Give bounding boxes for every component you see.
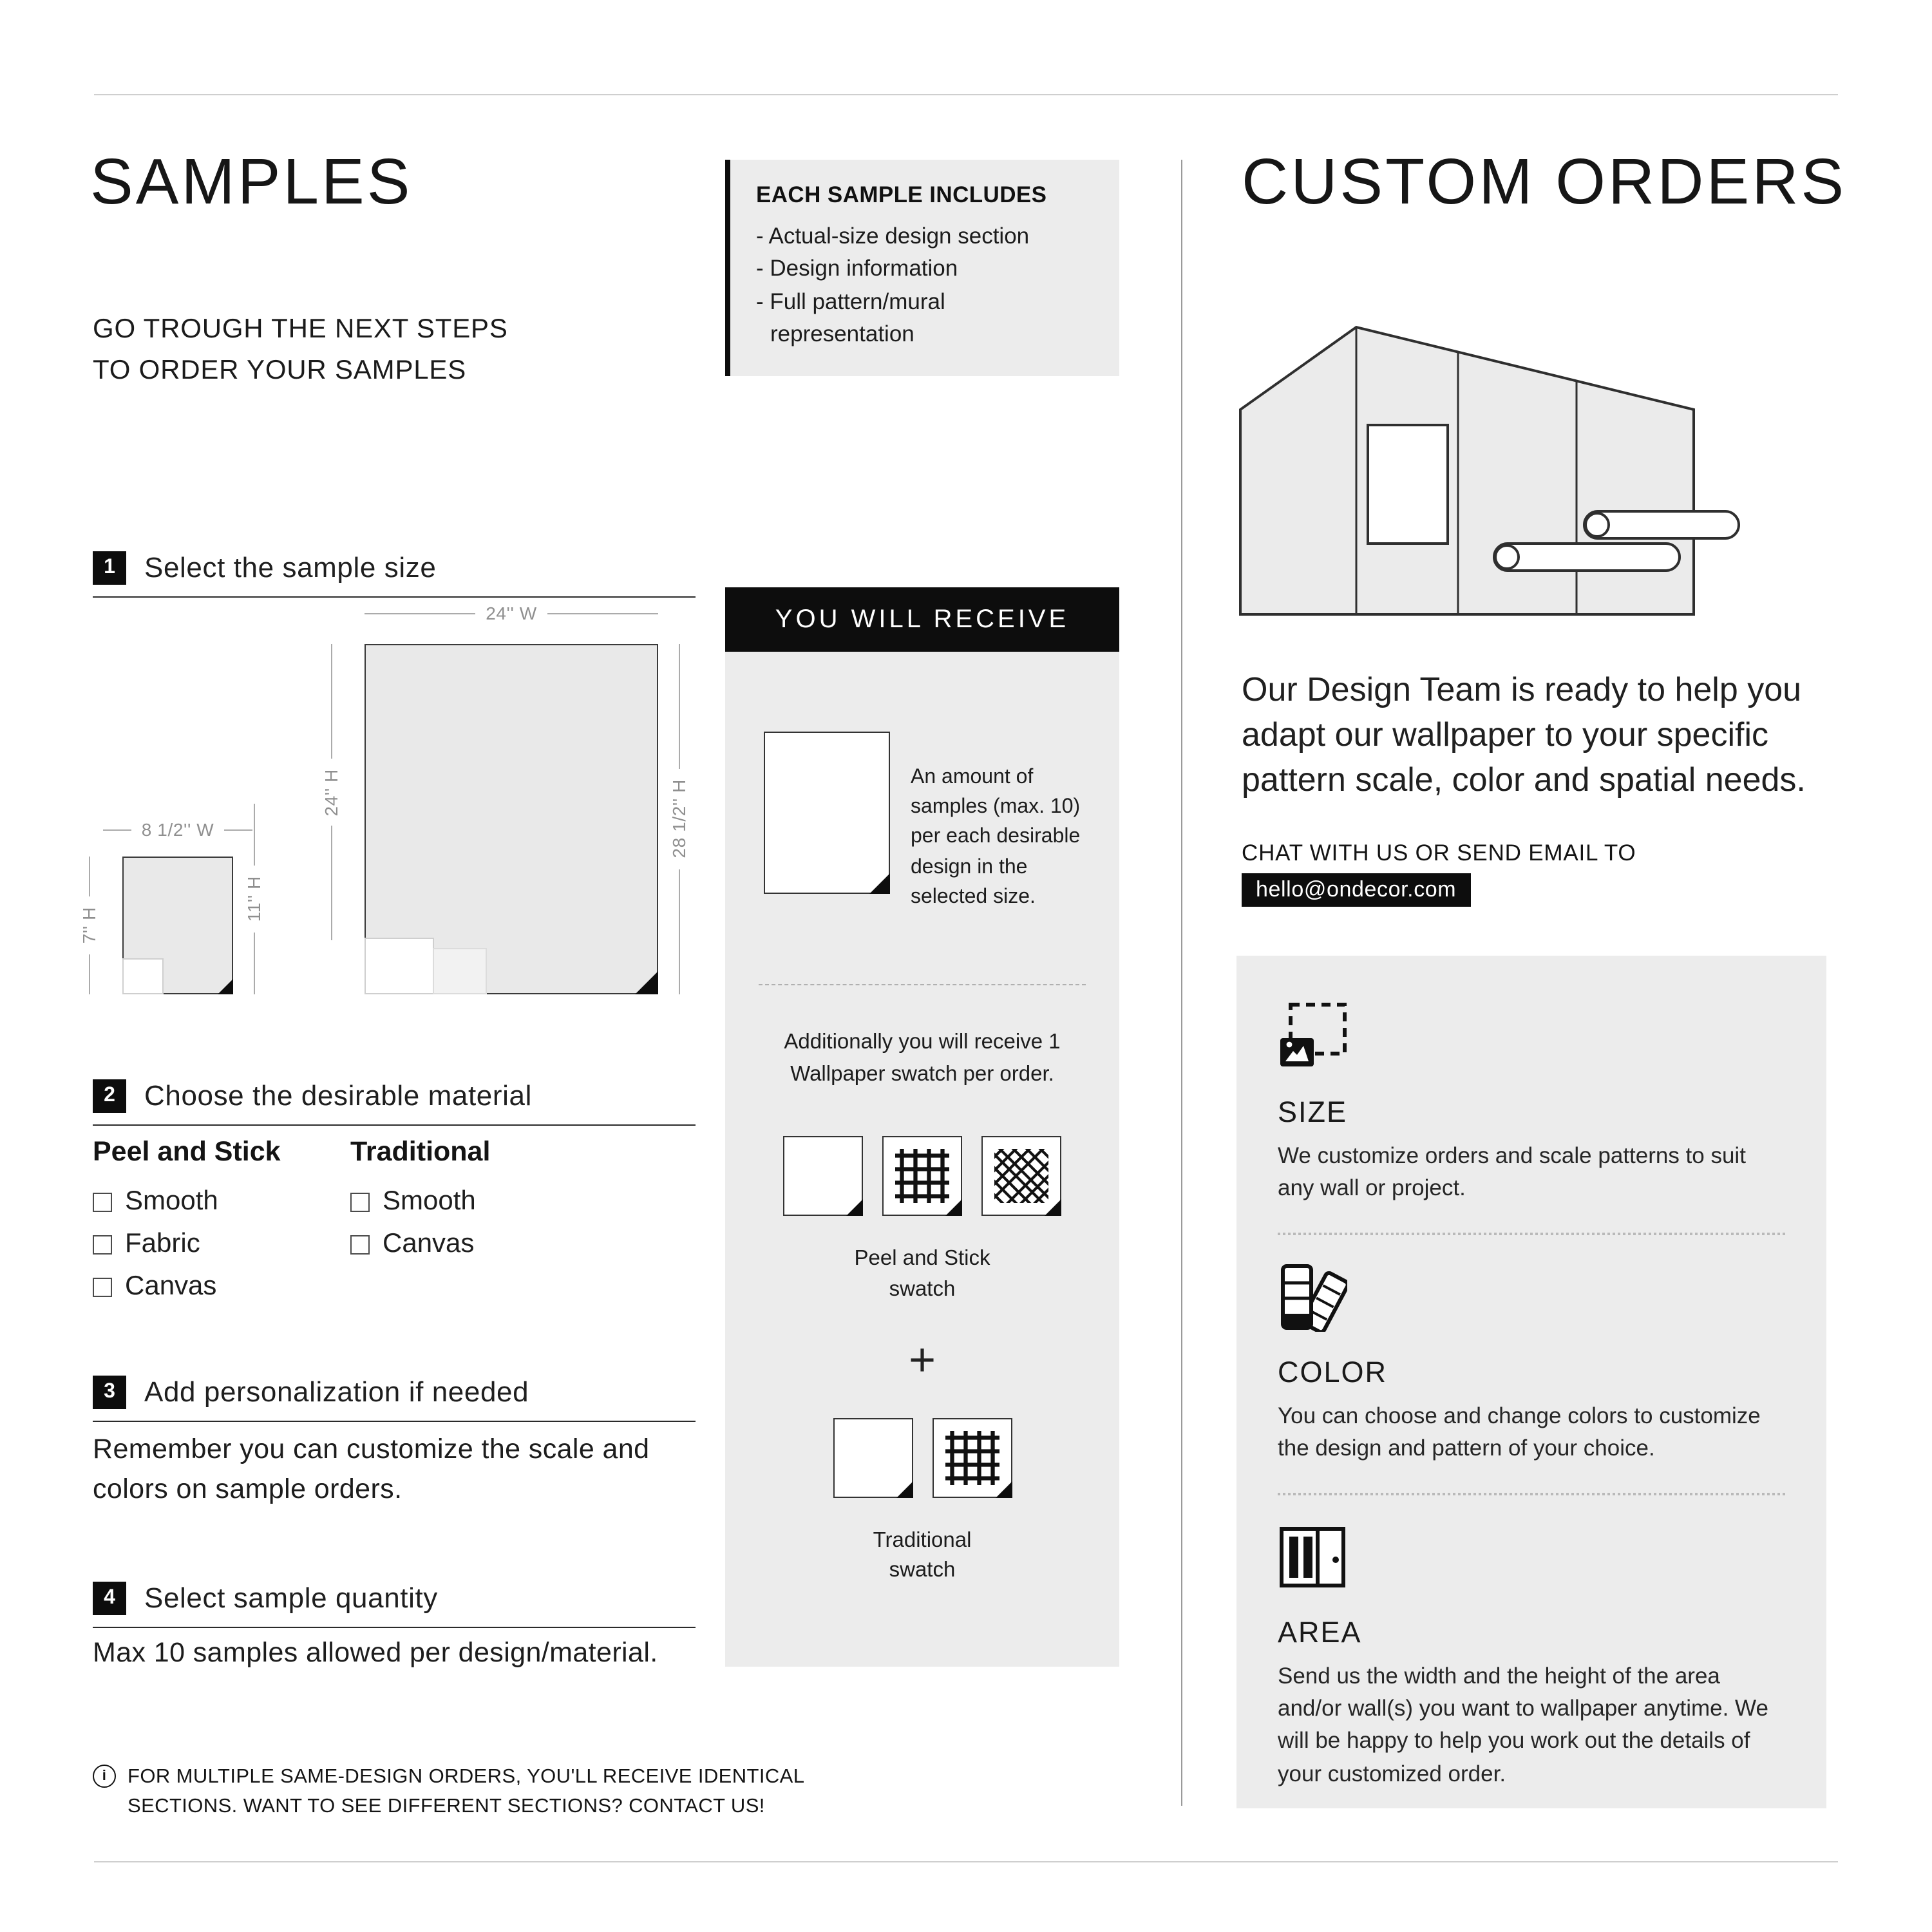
samples-intro-line-2: TO ORDER YOUR SAMPLES (93, 355, 467, 384)
step-4-text: Max 10 samples allowed per design/material. (93, 1637, 658, 1668)
option-label: Smooth (383, 1186, 476, 1216)
checkbox-icon (350, 1192, 370, 1211)
grid-swatch-icon (932, 1417, 1012, 1497)
includes-item: - Actual-size design section (756, 220, 1094, 253)
small-sample-height-left-dim: 7'' H (75, 857, 103, 994)
samples-intro-line-1: GO TROUGH THE NEXT STEPS (93, 314, 508, 344)
step-3-header (93, 1376, 696, 1422)
step-4-number: 4 (93, 1582, 126, 1615)
color-icon (1278, 1262, 1347, 1332)
chat-label: CHAT WITH US OR SEND EMAIL TO (1242, 840, 1636, 866)
traditional-swatch-label: Traditional swatch (873, 1528, 972, 1582)
info-icon: i (93, 1765, 116, 1788)
receive-sample-text: An amount of samples (max. 10) per each desirable design in the selected size. (911, 766, 1081, 908)
step-4-header (93, 1582, 696, 1628)
dashed-divider (759, 984, 1086, 985)
step-2-label: Choose the desirable material (144, 1079, 532, 1112)
receive-title: YOU WILL RECEIVE (725, 587, 1119, 652)
large-sample-height-right-dim: 28 1/2'' H (665, 644, 693, 994)
house-illustration-icon (1239, 325, 1744, 630)
custom-intro-text: Our Design Team is ready to help you adapt our wallpaper to your specific pattern scale, color and spatial needs. (1242, 670, 1806, 799)
material-peel-and-stick (93, 1136, 281, 1314)
blank-swatch-icon (783, 1137, 863, 1217)
step-3-label: Add personalization if needed (144, 1376, 529, 1408)
step-2-header (93, 1079, 696, 1126)
feature-color-text: You can choose and change colors to customize the design and pattern of your choice. (1278, 1402, 1761, 1461)
area-icon (1278, 1522, 1347, 1591)
step-3-number: 3 (93, 1376, 126, 1409)
dotted-divider (1278, 1233, 1785, 1235)
custom-features-box (1236, 956, 1826, 1808)
crosshatch-swatch-icon (981, 1137, 1061, 1217)
checkbox-icon (93, 1235, 112, 1254)
material-traditional-title: Traditional (350, 1136, 491, 1167)
folded-corner-icon (869, 873, 890, 894)
small-sample-swatch-area (122, 958, 164, 994)
step-2-number: 2 (93, 1079, 126, 1113)
step-1-label: Select the sample size (144, 551, 437, 583)
large-sample-swatch-area (365, 938, 434, 994)
option-label: Fabric (125, 1229, 200, 1258)
step-4-label: Select sample quantity (144, 1582, 438, 1614)
feature-size-title: SIZE (1278, 1096, 1348, 1128)
dotted-divider (1278, 1492, 1785, 1495)
includes-item: - Design information (756, 253, 1094, 286)
traditional-swatch-icons (725, 1417, 1119, 1497)
footnote-text: FOR MULTIPLE SAME-DESIGN ORDERS, YOU'LL RECEIVE IDENTICAL SECTIONS. WANT TO SEE DIFFERENT SECTIONS? CONTACT US! (128, 1766, 804, 1818)
includes-title: EACH SAMPLE INCLUDES (756, 182, 1047, 207)
includes-item: - Full pattern/mural representation (756, 286, 1094, 352)
large-sample-rect (365, 644, 658, 994)
size-icon (1278, 1002, 1347, 1072)
bottom-rule (94, 1861, 1838, 1862)
feature-area-text: Send us the width and the height of the area and/or wall(s) you want to wallpaper anytime. We will be happy to help you work out the details of your customized order. (1278, 1662, 1768, 1786)
option-peel-fabric (93, 1229, 281, 1260)
plus-icon: + (908, 1332, 936, 1386)
feature-color (1278, 1262, 1785, 1466)
samples-intro (93, 309, 508, 390)
small-sample-height-right-dim: 11'' H (240, 804, 268, 994)
custom-orders-title: CUSTOM ORDERS (1242, 146, 1847, 218)
peel-swatch-label: Peel and Stick swatch (854, 1247, 990, 1301)
samples-title: SAMPLES (90, 146, 413, 218)
large-sample-swatch-area-2 (433, 948, 487, 994)
small-sample-rect (122, 857, 233, 994)
option-peel-canvas (93, 1271, 281, 1302)
blank-swatch-icon (833, 1417, 913, 1497)
includes-list (756, 220, 1094, 351)
large-sample-height-left-dim: 24'' H (317, 644, 345, 940)
feature-size (1278, 1002, 1785, 1206)
footnote (93, 1762, 814, 1822)
checkbox-icon (93, 1192, 112, 1211)
you-will-receive-box (725, 587, 1119, 1667)
top-rule (94, 94, 1838, 95)
each-sample-includes-box (725, 160, 1119, 375)
feature-size-text: We customize orders and scale patterns to suit any wall or project. (1278, 1142, 1746, 1201)
option-label: Canvas (125, 1271, 217, 1301)
option-peel-smooth (93, 1186, 281, 1217)
material-peel-title: Peel and Stick (93, 1136, 281, 1167)
feature-area (1278, 1522, 1785, 1790)
email-badge[interactable]: hello@ondecor.com (1242, 873, 1470, 907)
option-label: Canvas (383, 1229, 475, 1258)
material-traditional (350, 1136, 490, 1271)
receive-additional-text: Additionally you will receive 1 Wallpaper swatch per order. (784, 1030, 1061, 1086)
feature-color-title: COLOR (1278, 1356, 1388, 1388)
option-trad-canvas (350, 1229, 490, 1260)
grid-swatch-icon (882, 1137, 962, 1217)
step-3-text: Remember you can customize the scale and colors on sample orders. (93, 1434, 650, 1504)
step-1-number: 1 (93, 551, 126, 585)
feature-area-title: AREA (1278, 1616, 1362, 1648)
peel-swatch-icons (725, 1137, 1119, 1217)
option-trad-smooth (350, 1186, 490, 1217)
vertical-divider (1181, 160, 1182, 1806)
folded-corner-icon (635, 971, 658, 994)
receive-sample-row (764, 732, 1088, 912)
step-1-header (93, 551, 696, 598)
checkbox-icon (350, 1235, 370, 1254)
small-sample-width-dim: 8 1/2'' W (103, 819, 252, 840)
checkbox-icon (93, 1277, 112, 1296)
option-label: Smooth (125, 1186, 218, 1216)
folded-corner-icon (218, 979, 233, 994)
large-sample-width-dim: 24'' W (365, 603, 658, 623)
sample-page-icon (764, 732, 890, 894)
